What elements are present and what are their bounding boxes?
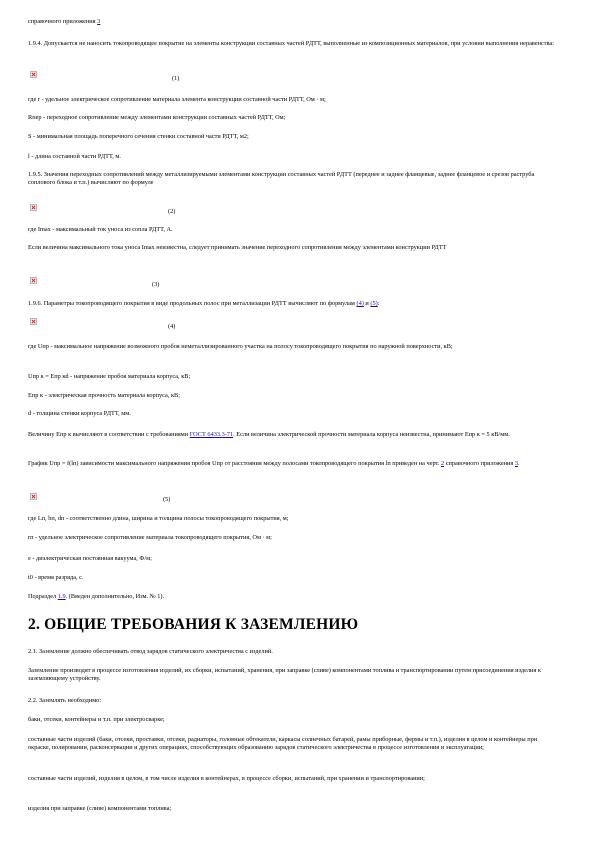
link-gost-6433-3-71[interactable]: ГОСТ 6433.3-71 — [189, 431, 234, 438]
paragraph-section-note — [28, 593, 558, 601]
text: График Uпр = f(lп) зависимости максимального напряжения пробоя Uпр от расстояния между полосами токопроводящего покрытия lп приведен на черт. — [28, 460, 441, 467]
text: . — [518, 460, 520, 467]
paragraph-uprk: Uпр к = Eпр кd - напряжение пробоя материала корпуса, кВ; — [28, 373, 191, 380]
equation-number-3: (3) — [152, 281, 160, 288]
paragraph-2-2: 2.2. Заземлять необходимо: — [28, 697, 102, 704]
paragraph-epr-gost — [28, 431, 558, 439]
equation-number-5: (5) — [163, 496, 171, 503]
paragraph-2-2-fueling: изделия при заправке (сливе) компонентами топлива; — [28, 805, 172, 812]
text: . (Введен дополнительно, Изм. № 1). — [65, 593, 165, 600]
paragraph-eprk: Eпр к - электрическая прочность материала корпуса, кВ; — [28, 392, 180, 399]
paragraph-transition-resistance: Rпер - переходное сопротивление между элементами конструкции составных частей РДТТ, Ом; — [28, 114, 286, 121]
paragraph-graph — [28, 460, 558, 468]
paragraph-1-9-6 — [28, 300, 558, 308]
paragraph-dielectric-constant: e - диэлектрическая постоянная вакуума, Ф/м; — [28, 555, 152, 562]
paragraph-2-2-components: составные части изделий (баки, отсеки, проставки, отсеки, радиаторы, головные обтекатели, каркасы солнечных батарей, рамы приборные, фермы и т.п.), изделия в целом и контейнеры при окраске, полировании, расконсервации и других операциях, способствующих образованию зарядов статического электричества в процессе изготовления и эксплуатации; — [28, 736, 538, 751]
text: справочного приложения — [28, 18, 98, 25]
paragraph-imax-unknown: Если величина максимального тока уноса Imax неизвестна, следует принимать значение переходного сопротивления между элементами конструкции РДТТ — [28, 244, 447, 251]
text: . Если величина электрической прочности материала корпуса неизвестна, принимают Eпр к = 5 кВ/мм. — [233, 431, 510, 438]
link-formula-4[interactable]: (4) — [356, 300, 364, 307]
section-heading: 2. ОБЩИЕ ТРЕБОВАНИЯ К ЗАЗЕМЛЕНИЮ — [28, 616, 359, 633]
paragraph-discharge-time: t0 - время разряда, с. — [28, 574, 84, 581]
paragraph-upr: где Uпр - максимальное напряжение возможного пробоя неметаллизированного участка на полосу токопроводящего покрытия по наружной поверхности, кВ; — [28, 343, 453, 350]
broken-image-icon — [30, 204, 37, 211]
link-appendix-3[interactable]: 3 — [514, 460, 519, 467]
link-drawing-2[interactable]: 2 — [440, 460, 445, 467]
link-subsection-1-9[interactable]: 1.9 — [57, 593, 66, 600]
paragraph-strip-resistivity: rп - удельное электрическое сопротивление материала токопроводящего покрытия, Ом · м; — [28, 534, 272, 541]
equation-number-2: (2) — [168, 208, 176, 215]
text: : — [377, 300, 380, 307]
paragraph-resistivity: где r - удельное электрическое сопротивление материала элемента конструкции составной части РДТТ, Ом · м; — [28, 96, 326, 103]
broken-image-icon — [30, 318, 37, 325]
paragraph-length: l - длина составной части РДТТ, м. — [28, 153, 121, 160]
paragraph-2-2-assembly: составные части изделий, изделия в целом, в том числе изделия в контейнерах, в процессе сборки, испытаний, при хранении и транспортировании; — [28, 775, 425, 782]
paragraph-cross-section: S - минимальная площадь поперечного сечения стенки составной части РДТТ, м2; — [28, 133, 249, 140]
paragraph-thickness: d - толщина стенки корпуса РДТТ, мм. — [28, 410, 131, 417]
broken-image-icon — [30, 493, 37, 500]
paragraph-2-1-grounding: Заземление производят в процессе изготовления изделий, их сборки, испытаний, хранения, при заправке (сливе) компонентами топлива и транспортировании путем присоединения изделия к заземляющему устройству. — [28, 667, 541, 682]
text: Подраздел — [28, 593, 58, 600]
paragraph-2-1: 2.1. Заземление должно обеспечивать отвод зарядов статического электричества с изделий. — [28, 648, 273, 655]
equation-number-4: (4) — [168, 323, 176, 330]
equation-number-1: (1) — [172, 75, 180, 82]
broken-image-icon — [30, 277, 37, 284]
paragraph-1-9-4: 1.9.4. Допускается не наносить токопроводящее покрытие на элементы конструкции составных частей РДТТ, выполненные из композиционных материалов, при условии выполнения неравенства: — [28, 40, 554, 47]
link-formula-5[interactable]: (5) — [370, 300, 378, 307]
paragraph-2-2-tanks: баки, отсеки, контейнеры и т.п. при электросварке; — [28, 716, 165, 723]
paragraph-imax: где Imax - максимальный ток уноса из сопла РДТТ, А. — [28, 226, 173, 233]
text: и — [363, 300, 371, 307]
paragraph-strip-dimensions: где Lп, bп, dп - соответственно длина, ширина и толщина полосы токопроводящего покрытия, м; — [28, 515, 289, 522]
text: 1.9.6. Параметры токопроводящего покрытия в виде продольных полос при металлизации РДТТ вычисляют по формулам — [28, 300, 357, 307]
paragraph-appendix-ref — [28, 18, 558, 26]
broken-image-icon — [30, 71, 37, 78]
link-appendix-3[interactable]: 3 — [97, 18, 101, 25]
paragraph-1-9-5: 1.9.5. Значения переходных сопротивлений между металлизируемыми элементами конструкции составных частей РДТТ (переднее и заднее фланцевые, заднее фланцевое и срезов раструба соплового блока и т.п.) вычисляют по формуле — [28, 171, 535, 186]
text: справочного приложения — [444, 460, 515, 467]
text: Величину Eпр к вычисляют в соответствии с требованиями — [28, 431, 190, 438]
